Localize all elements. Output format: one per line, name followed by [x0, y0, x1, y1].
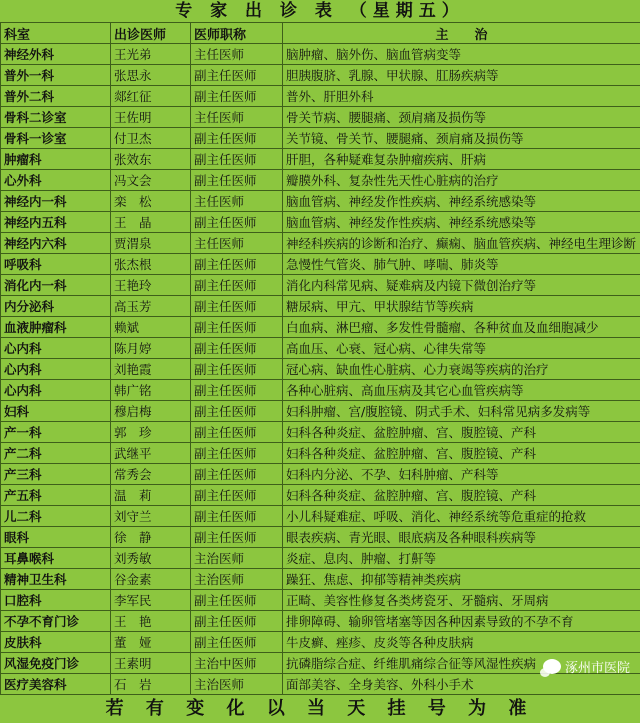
- table-row: [1, 590, 640, 611]
- dept-cell: 内分泌科: [1, 296, 111, 317]
- specialty-cell: 面部美容、全身美容、外科小手术: [283, 674, 640, 695]
- doctor-cell: 冯文会: [111, 170, 191, 191]
- rank-cell: 副主任医师: [191, 443, 283, 464]
- specialty-cell: 骨关节病、腰腿痛、颈肩痛及损伤等: [283, 107, 640, 128]
- header-rank: 医师职称: [191, 23, 283, 44]
- doctor-cell: 张效东: [111, 149, 191, 170]
- doctor-cell: 石 岩: [111, 674, 191, 695]
- specialty-cell: 糖尿病、甲亢、甲状腺结节等疾病: [283, 296, 640, 317]
- table-row: [1, 443, 640, 464]
- rank-cell: 主任医师: [191, 44, 283, 65]
- specialty-cell: 消化内科常见病、疑难病及内镜下微创治疗等: [283, 275, 640, 296]
- dept-cell: 神经外科: [1, 44, 111, 65]
- specialty-cell: 脑肿瘤、脑外伤、脑血管病变等: [283, 44, 640, 65]
- dept-cell: 产三科: [1, 464, 111, 485]
- doctor-cell: 王素明: [111, 653, 191, 674]
- dept-cell: 耳鼻喉科: [1, 548, 111, 569]
- dept-cell: 呼吸科: [1, 254, 111, 275]
- rank-cell: 主治中医师: [191, 653, 283, 674]
- doctor-cell: 武继平: [111, 443, 191, 464]
- doctor-cell: 郯红征: [111, 86, 191, 107]
- footer-note: 若 有 变 化 以 当 天 挂 号 为 准: [0, 695, 640, 723]
- rank-cell: 主任医师: [191, 191, 283, 212]
- rank-cell: 副主任医师: [191, 296, 283, 317]
- table-row: [1, 569, 640, 590]
- rank-cell: 副主任医师: [191, 380, 283, 401]
- dept-cell: 风湿免疫门诊: [1, 653, 111, 674]
- dept-cell: 精神卫生科: [1, 569, 111, 590]
- specialty-cell: 妇科内分泌、不孕、妇科肿瘤、产科等: [283, 464, 640, 485]
- doctor-cell: 王 艳: [111, 611, 191, 632]
- rank-cell: 主任医师: [191, 107, 283, 128]
- doctor-cell: 谷金素: [111, 569, 191, 590]
- rank-cell: 副主任医师: [191, 527, 283, 548]
- dept-cell: 皮肤科: [1, 632, 111, 653]
- doctor-cell: 郭 珍: [111, 422, 191, 443]
- specialty-cell: 脑血管病、神经发作性疾病、神经系统感染等: [283, 212, 640, 233]
- table-row: [1, 548, 640, 569]
- dept-cell: 骨科一诊室: [1, 128, 111, 149]
- rank-cell: 副主任医师: [191, 275, 283, 296]
- watermark: [543, 657, 630, 676]
- doctor-cell: 王佐明: [111, 107, 191, 128]
- specialty-cell: 正畸、美容性修复各类烤瓷牙、牙髓病、牙周病: [283, 590, 640, 611]
- table-row: [1, 317, 640, 338]
- specialty-cell: 躁狂、焦虑、抑郁等精神类疾病: [283, 569, 640, 590]
- doctor-cell: 陈月婷: [111, 338, 191, 359]
- specialty-cell: 肝胆，各种疑难复杂肿瘤疾病、肝病: [283, 149, 640, 170]
- doctor-cell: 张思永: [111, 65, 191, 86]
- doctor-cell: 赖斌: [111, 317, 191, 338]
- specialty-cell: 妇科各种炎症、盆腔肿瘤、宫、腹腔镜、产科: [283, 443, 640, 464]
- table-row: [1, 275, 640, 296]
- dept-cell: 心内科: [1, 359, 111, 380]
- table-row: [1, 65, 640, 86]
- dept-cell: 医疗美容科: [1, 674, 111, 695]
- table-row: [1, 86, 640, 107]
- rank-cell: 副主任医师: [191, 632, 283, 653]
- specialty-cell: 排卵障碍、输卵管堵塞等因各种因素导致的不孕不育: [283, 611, 640, 632]
- specialty-cell: 高血压、心衰、冠心病、心律失常等: [283, 338, 640, 359]
- specialty-cell: 胆胰腹脐、乳腺、甲状腺、肛肠疾病等: [283, 65, 640, 86]
- dept-cell: 产一科: [1, 422, 111, 443]
- doctor-cell: 刘艳霞: [111, 359, 191, 380]
- table-row: [1, 296, 640, 317]
- table-body: [1, 44, 640, 695]
- dept-cell: 神经内一科: [1, 191, 111, 212]
- table-row: [1, 380, 640, 401]
- specialty-cell: 瓣膜外科、复杂性先天性心脏病的治疗: [283, 170, 640, 191]
- doctor-cell: 王光弟: [111, 44, 191, 65]
- rank-cell: 副主任医师: [191, 590, 283, 611]
- header-dept: 科室: [1, 23, 111, 44]
- specialty-cell: 小儿科疑难症、呼吸、消化、神经系统等危重症的抢救: [283, 506, 640, 527]
- dept-cell: 骨科二诊室: [1, 107, 111, 128]
- rank-cell: 副主任医师: [191, 506, 283, 527]
- doctor-cell: 高玉芳: [111, 296, 191, 317]
- doctor-cell: 栾 松: [111, 191, 191, 212]
- table-row: [1, 107, 640, 128]
- header-doctor: 出诊医师: [111, 23, 191, 44]
- specialty-cell: 牛皮癣、痤疹、皮炎等各种皮肤病: [283, 632, 640, 653]
- doctor-cell: 李军民: [111, 590, 191, 611]
- table-row: [1, 128, 640, 149]
- table-row: [1, 632, 640, 653]
- specialty-cell: 眼表疾病、青光眼、眼底病及各种眼科疾病等: [283, 527, 640, 548]
- rank-cell: 副主任医师: [191, 86, 283, 107]
- specialty-cell: 脑血管病、神经发作性疾病、神经系统感染等: [283, 191, 640, 212]
- wechat-icon: [543, 659, 561, 674]
- rank-cell: 副主任医师: [191, 338, 283, 359]
- doctor-cell: 董 娅: [111, 632, 191, 653]
- table-row: [1, 359, 640, 380]
- doctor-cell: 王艳玲: [111, 275, 191, 296]
- dept-cell: 神经内五科: [1, 212, 111, 233]
- table-row: [1, 338, 640, 359]
- schedule-table: [0, 22, 640, 695]
- table-row: [1, 233, 640, 254]
- specialty-cell: 妇科各种炎症、盆腔肿瘤、宫、腹腔镜、产科: [283, 485, 640, 506]
- dept-cell: 心内科: [1, 380, 111, 401]
- table-row: [1, 191, 640, 212]
- specialty-cell: 妇科各种炎症、盆腔肿瘤、宫、腹腔镜、产科: [283, 422, 640, 443]
- dept-cell: 不孕不育门诊: [1, 611, 111, 632]
- dept-cell: 消化内一科: [1, 275, 111, 296]
- table-row: [1, 485, 640, 506]
- doctor-cell: 贾渭泉: [111, 233, 191, 254]
- doctor-cell: 张杰根: [111, 254, 191, 275]
- dept-cell: 血液肿瘤科: [1, 317, 111, 338]
- header-specialty: 主 治: [283, 23, 640, 44]
- table-row: [1, 506, 640, 527]
- rank-cell: 副主任医师: [191, 317, 283, 338]
- dept-cell: 普外二科: [1, 86, 111, 107]
- table-row: [1, 212, 640, 233]
- page-title: 专 家 出 诊 表 （星期五）: [0, 0, 640, 22]
- rank-cell: 副主任医师: [191, 128, 283, 149]
- rank-cell: 副主任医师: [191, 422, 283, 443]
- doctor-cell: 穆启梅: [111, 401, 191, 422]
- table-row: [1, 254, 640, 275]
- dept-cell: 神经内六科: [1, 233, 111, 254]
- specialty-cell: 各种心脏病、高血压病及其它心血管疾病等: [283, 380, 640, 401]
- dept-cell: 产五科: [1, 485, 111, 506]
- table-row: [1, 464, 640, 485]
- rank-cell: 副主任医师: [191, 401, 283, 422]
- specialty-cell: 关节镜、骨关节、腰腿痛、颈肩痛及损伤等: [283, 128, 640, 149]
- specialty-cell: 普外、肝胆外科: [283, 86, 640, 107]
- doctor-cell: 常秀会: [111, 464, 191, 485]
- doctor-cell: 付卫杰: [111, 128, 191, 149]
- table-row: [1, 44, 640, 65]
- rank-cell: 主治医师: [191, 674, 283, 695]
- rank-cell: 副主任医师: [191, 212, 283, 233]
- dept-cell: 口腔科: [1, 590, 111, 611]
- dept-cell: 心内科: [1, 338, 111, 359]
- watermark-text: 涿州市医院: [565, 657, 630, 676]
- specialty-cell: 冠心病、缺血性心脏病、心力衰竭等疾病的治疗: [283, 359, 640, 380]
- rank-cell: 主治医师: [191, 569, 283, 590]
- specialty-cell: 妇科肿瘤、宫/腹腔镜、阴式手术、妇科常见病多发病等: [283, 401, 640, 422]
- doctor-cell: 徐 静: [111, 527, 191, 548]
- dept-cell: 眼科: [1, 527, 111, 548]
- dept-cell: 肿瘤科: [1, 149, 111, 170]
- rank-cell: 副主任医师: [191, 359, 283, 380]
- rank-cell: 副主任医师: [191, 464, 283, 485]
- table-row: [1, 170, 640, 191]
- table-row: [1, 401, 640, 422]
- table-row: [1, 527, 640, 548]
- specialty-cell: 白血病、淋巴瘤、多发性骨髓瘤、各种贫血及血细胞减少: [283, 317, 640, 338]
- specialty-cell: 神经科疾病的诊断和治疗、癫痫、脑血管疾病、神经电生理诊断: [283, 233, 640, 254]
- specialty-cell: 抗磷脂综合症、纤维肌痛综合征等风湿性疾病: [283, 653, 640, 674]
- rank-cell: 主任医师: [191, 233, 283, 254]
- specialty-cell: 急慢性气管炎、肺气肿、哮喘、肺炎等: [283, 254, 640, 275]
- rank-cell: 副主任医师: [191, 254, 283, 275]
- rank-cell: 主治医师: [191, 548, 283, 569]
- rank-cell: 副主任医师: [191, 149, 283, 170]
- dept-cell: 心外科: [1, 170, 111, 191]
- dept-cell: 产二科: [1, 443, 111, 464]
- specialty-cell: 炎症、息肉、肿瘤、打鼾等: [283, 548, 640, 569]
- doctor-cell: 刘秀敏: [111, 548, 191, 569]
- rank-cell: 副主任医师: [191, 485, 283, 506]
- table-row: [1, 611, 640, 632]
- doctor-cell: 温 莉: [111, 485, 191, 506]
- rank-cell: 副主任医师: [191, 611, 283, 632]
- dept-cell: 普外一科: [1, 65, 111, 86]
- doctor-cell: 王 晶: [111, 212, 191, 233]
- rank-cell: 副主任医师: [191, 170, 283, 191]
- dept-cell: 妇科: [1, 401, 111, 422]
- dept-cell: 儿二科: [1, 506, 111, 527]
- doctor-cell: 韩广铭: [111, 380, 191, 401]
- rank-cell: 副主任医师: [191, 65, 283, 86]
- table-header-row: [1, 23, 640, 44]
- table-row: [1, 422, 640, 443]
- table-row: [1, 149, 640, 170]
- doctor-cell: 刘守兰: [111, 506, 191, 527]
